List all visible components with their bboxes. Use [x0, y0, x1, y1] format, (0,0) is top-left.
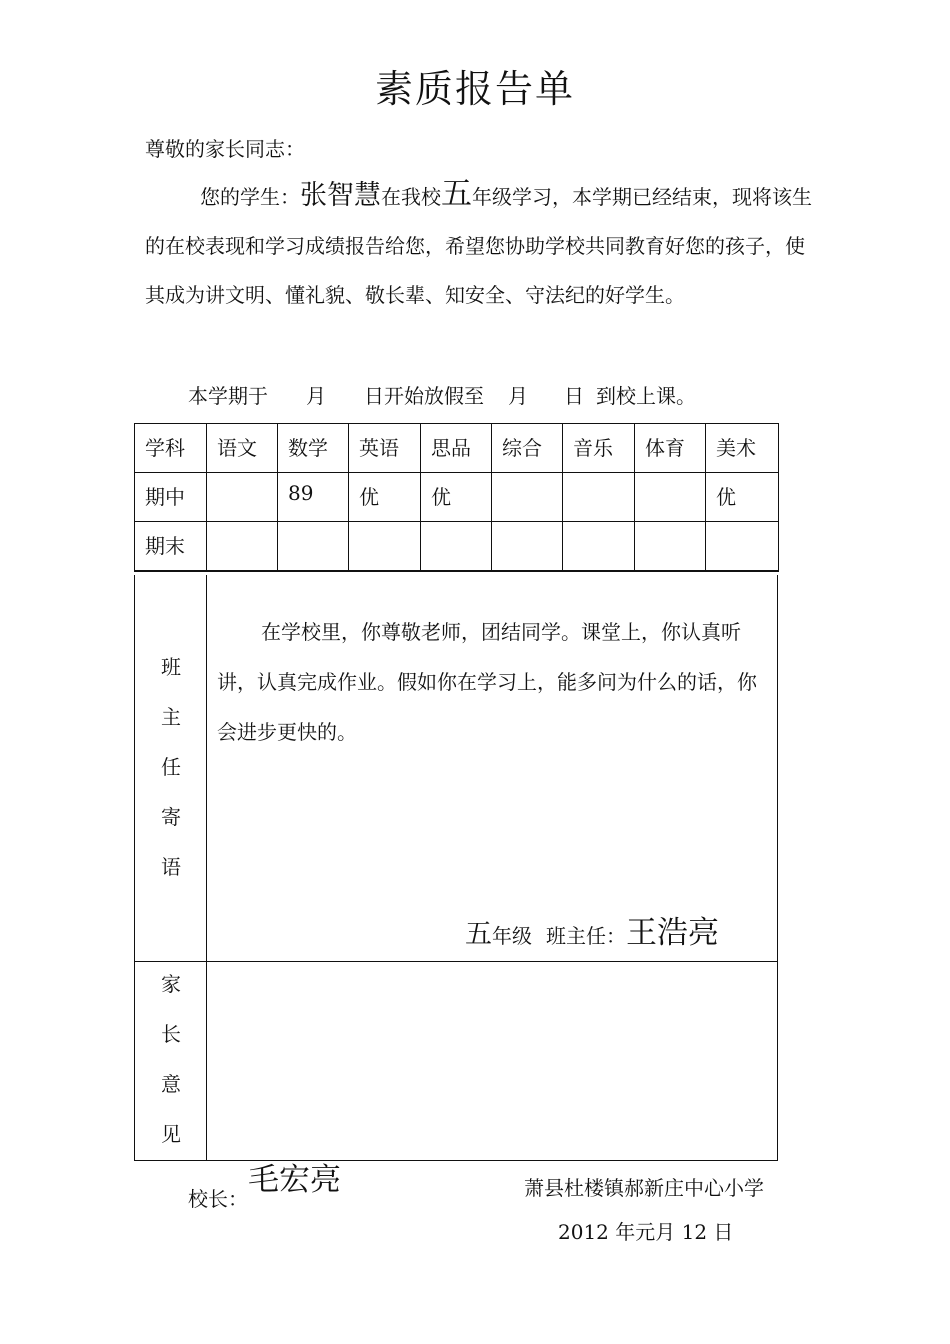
parent-opinion-box	[134, 961, 778, 1161]
principal-label: 校长：	[188, 1187, 248, 1211]
table-row	[135, 473, 779, 522]
table-cell: 优	[421, 473, 492, 522]
table-cell: 优	[706, 473, 779, 522]
holiday-part3: 日	[564, 384, 584, 408]
holiday-part4: 到校上课。	[596, 384, 696, 408]
header-cell: 语文	[207, 424, 278, 473]
report-date: 2012 年元月 12 日	[558, 1220, 734, 1244]
salutation: 尊敬的家长同志：	[145, 137, 305, 161]
table-cell: 89	[278, 473, 349, 522]
side-label-char: 长	[161, 1022, 181, 1046]
table-cell	[563, 522, 635, 571]
header-cell: 数学	[278, 424, 349, 473]
teacher-comment-side-label	[135, 575, 207, 961]
grades-table	[134, 423, 779, 572]
page-title: 素质报告单	[374, 67, 575, 111]
table-cell: 期中	[135, 473, 207, 522]
intro-body: 年级学习，本学期已经结束，现将该生的在校表现和学习成绩报告给您，希望您协助学校共同教育好您的孩子，使其成为讲文明、懂礼貌、敬长辈、知安全、守法纪的好学生。	[145, 185, 812, 307]
table-cell	[421, 522, 492, 571]
table-cell	[349, 522, 421, 571]
header-cell: 综合	[492, 424, 563, 473]
holiday-part2: 日开始放假至	[364, 384, 484, 408]
table-cell	[278, 522, 349, 571]
header-cell: 学科	[135, 424, 207, 473]
grade-suffix: 年级	[492, 924, 532, 948]
header-cell: 英语	[349, 424, 421, 473]
holiday-line	[188, 380, 696, 409]
header-cell: 体育	[635, 424, 706, 473]
table-cell	[635, 473, 706, 522]
table-header-row	[135, 424, 779, 473]
table-cell	[492, 522, 563, 571]
header-cell: 美术	[706, 424, 779, 473]
holiday-month2: 月	[508, 384, 528, 408]
side-label-char: 家	[161, 972, 181, 996]
holiday-part1: 本学期于	[188, 384, 268, 408]
side-label-char: 寄	[161, 805, 181, 829]
holiday-month1: 月	[306, 384, 326, 408]
principal-line	[188, 1162, 341, 1215]
parent-opinion-side-label	[135, 962, 207, 1160]
table-cell	[492, 473, 563, 522]
teacher-signature-line	[465, 907, 719, 952]
header-cell: 思品	[421, 424, 492, 473]
teacher-label: 班主任：	[546, 924, 626, 948]
principal-signature: 毛宏亮	[248, 1162, 341, 1198]
teacher-comment-box	[134, 575, 778, 962]
table-row	[135, 522, 779, 571]
table-cell: 期末	[135, 522, 207, 571]
grade-handwritten: 五	[465, 919, 492, 950]
table-cell	[635, 522, 706, 571]
teacher-signature: 王浩亮	[626, 915, 719, 951]
header-cell: 音乐	[563, 424, 635, 473]
teacher-comment-text	[217, 607, 773, 757]
side-label-char: 见	[161, 1122, 181, 1146]
side-label-char: 意	[161, 1072, 181, 1096]
student-name: 张智慧	[300, 180, 381, 211]
side-label-char: 任	[161, 755, 181, 779]
intro-paragraph	[145, 170, 813, 320]
school-name: 萧县杜楼镇郝新庄中心小学	[524, 1176, 764, 1200]
table-cell	[563, 473, 635, 522]
teacher-comment-body: 在学校里，你尊敬老师，团结同学。课堂上，你认真听讲，认真完成作业。假如你在学习上，能多问为什么的话，你会进步更快的。	[217, 620, 757, 744]
side-label-char: 班	[161, 655, 181, 679]
grade-handwritten: 五	[441, 176, 472, 212]
table-cell	[207, 473, 278, 522]
table-cell	[706, 522, 779, 571]
side-label-char: 主	[161, 705, 181, 729]
table-cell: 优	[349, 473, 421, 522]
side-label-char: 语	[161, 855, 181, 879]
intro-mid1: 在我校	[381, 185, 441, 209]
intro-prefix: 您的学生：	[200, 185, 300, 209]
table-cell	[207, 522, 278, 571]
